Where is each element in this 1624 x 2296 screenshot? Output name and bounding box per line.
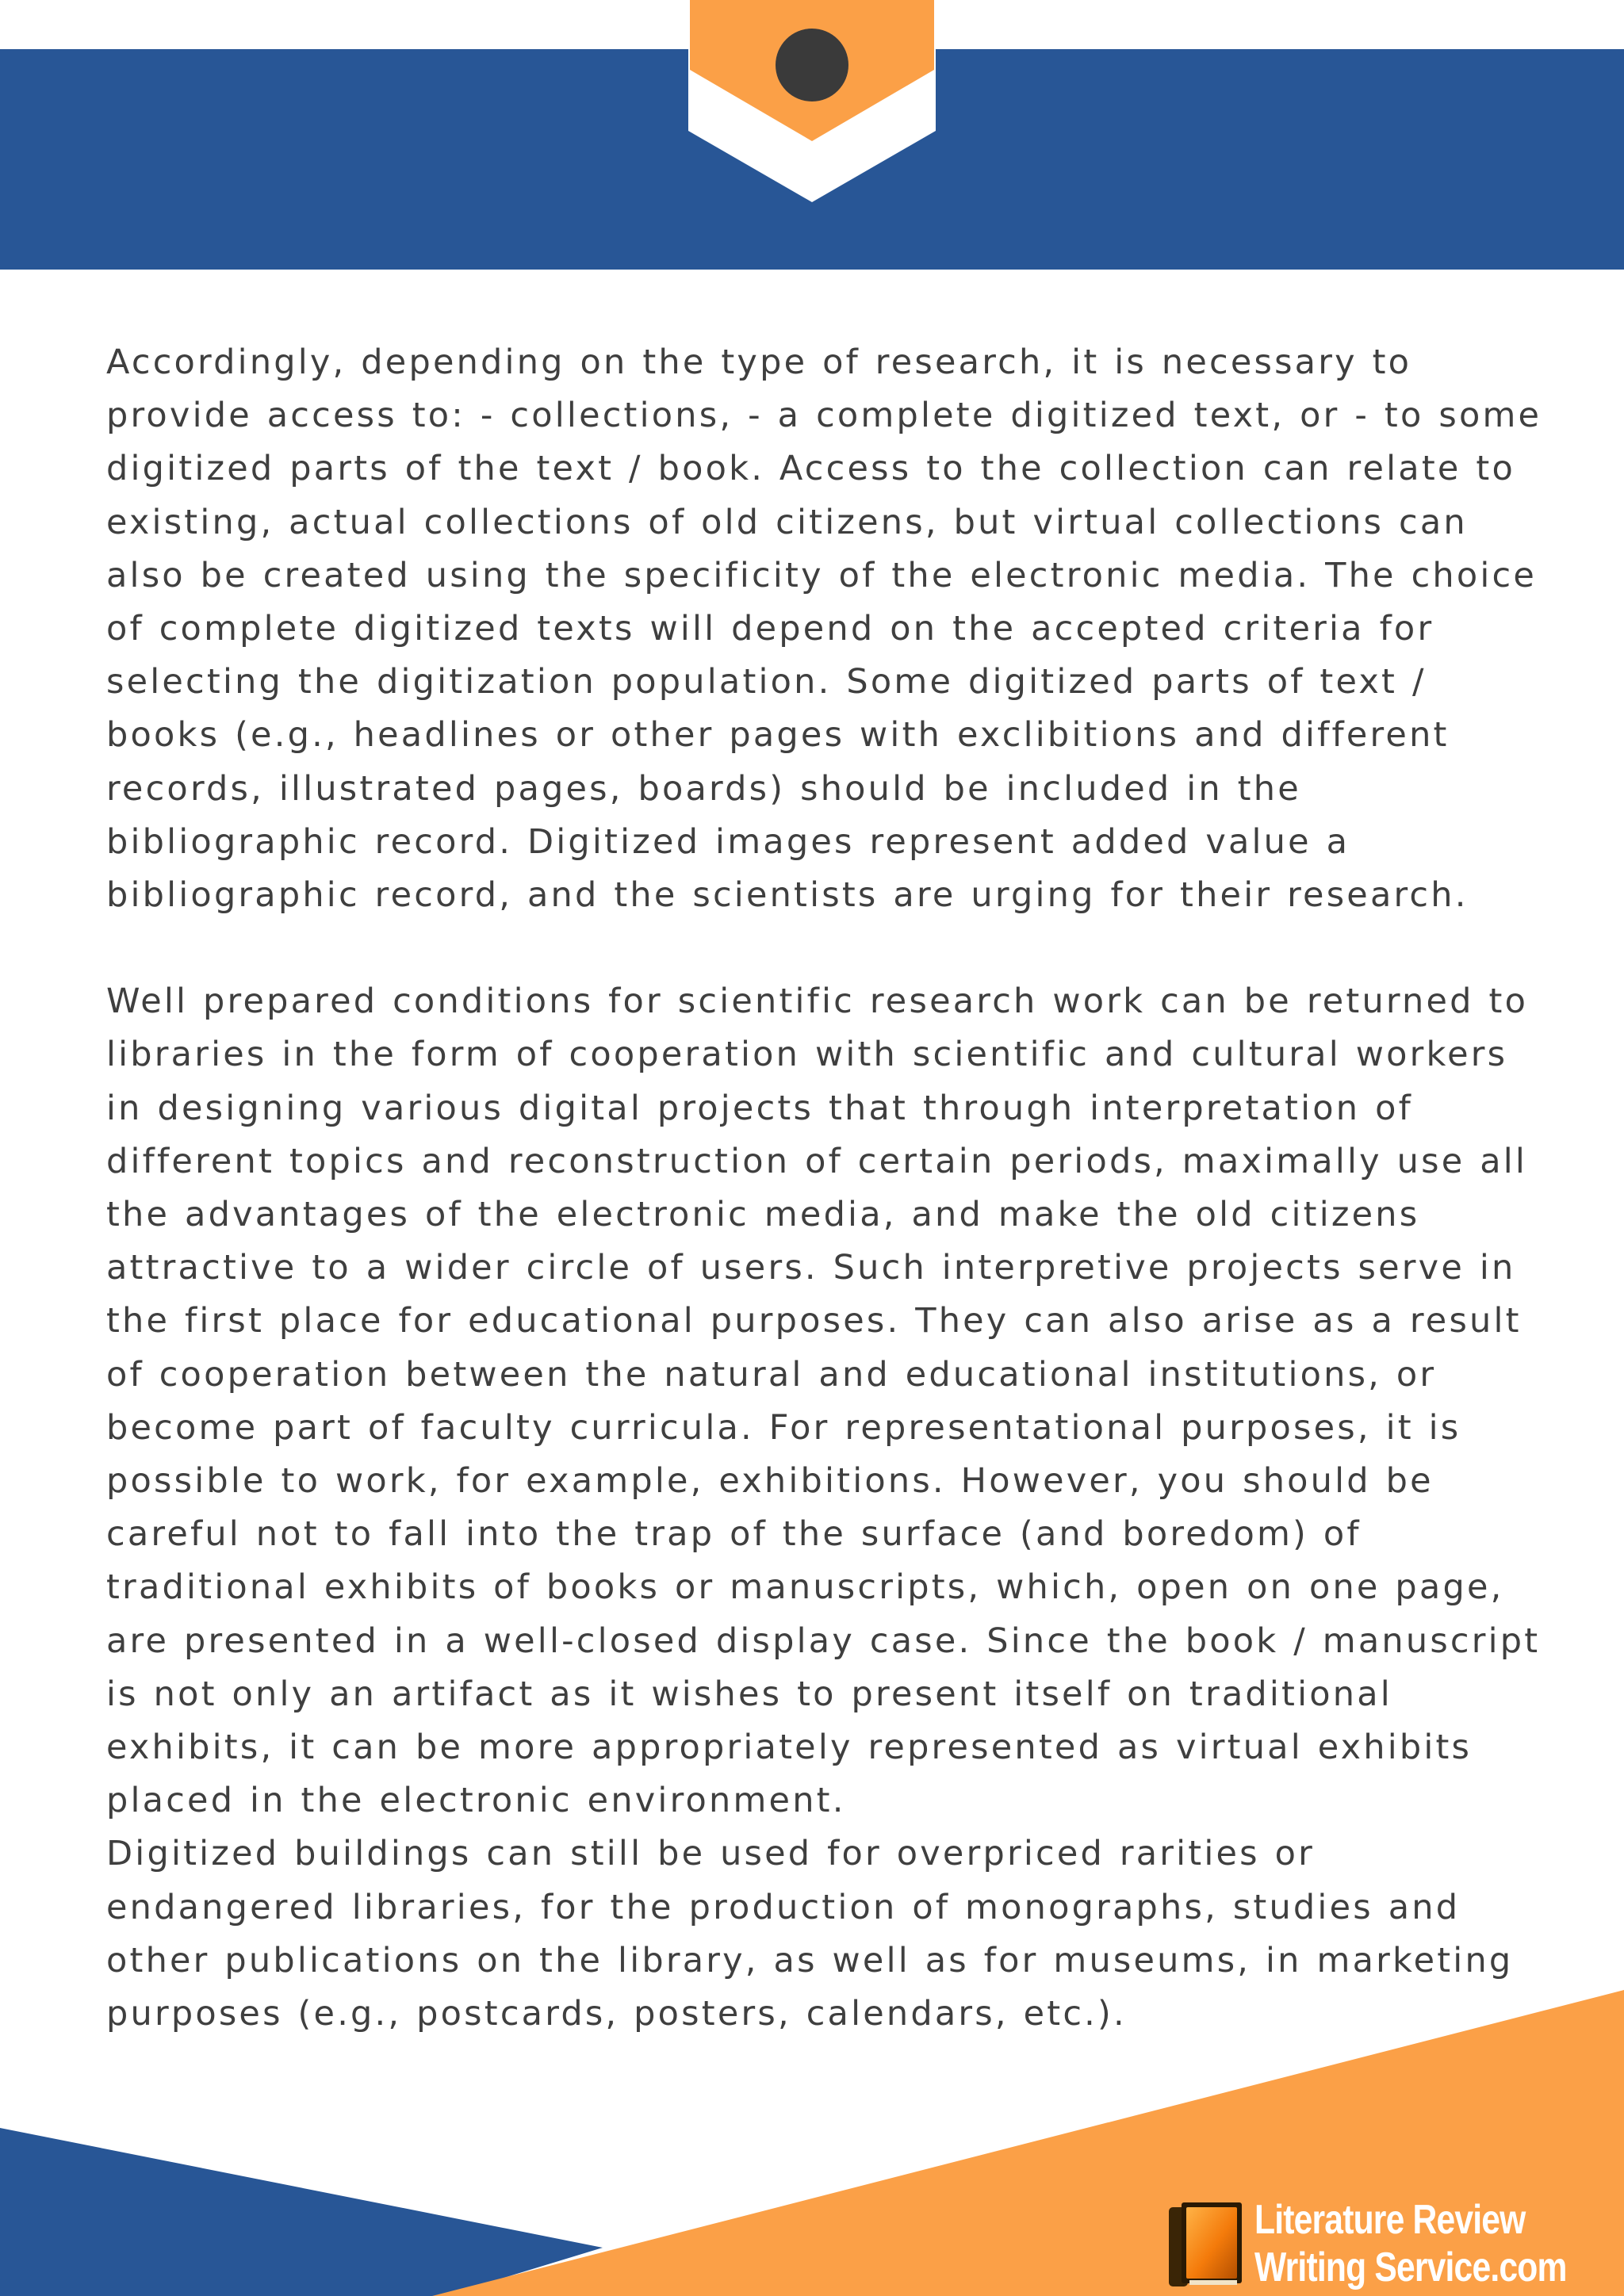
header-badge — [688, 0, 936, 206]
brand-line-2: Writing Service.com — [1254, 2244, 1567, 2290]
paragraph-3: Digitized buildings can still be used for overpriced rarities or endangered libraries, for the production of monographs, studies and other publications on the library, as well as for museums, in marketing purposes (e.g., postcards, posters, calendars, etc.). — [106, 1834, 1514, 2034]
paragraph-1: Accordingly, depending on the type of research, it is necessary to provide access to: - collections, - a complete digitized text, or - to some digitized parts of the text / book. Access to the collection can relate to existing, actual collections of old citizens, but virtual collections can also be created using the specificity of the electronic media. The choice of complete digitized texts will depend on the accepted criteria for selecting the digitization population. Some digitized parts of text / books (e.g., headlines or other pages with exclibitions and different records, illustrated pages, boards) should be included in the bibliographic record. Digitized images represent added value a bibliographic record, and the scientists are urging for their research. — [106, 342, 1542, 916]
brand-line-1: Literature Review — [1254, 2197, 1526, 2243]
paragraph-2: Well prepared conditions for scientific research work can be returned to libraries in the form of cooperation with scientific and cultural workers in designing various digital projects that through interpretation of different topics and reconstruction of certain periods, maximally use all the advantages of the electronic media, and make the old citizens attractive to a wider circle of users. Such interpretive projects serve in the first place for educational purposes. They can also arise as a result of cooperation between the natural and educational institutions, or become part of faculty curricula. For representational purposes, it is possible to work, for example, exhibitions. However, you should be careful not to fall into the trap of the surface (and boredom) of traditional exhibits of books or manuscripts, which, open on one page, are presented in a well-closed display case. Since the book / manuscript is not only an artifact as it wishes to present itself on traditional exhibits, it can be more appropriately represented as virtual exhibits placed in the electronic environment. — [106, 982, 1541, 1821]
badge-dot — [776, 29, 848, 101]
brand-logo[interactable] — [1166, 2196, 1610, 2291]
footer-blue-wedge — [0, 2128, 603, 2296]
book-icon — [1166, 2201, 1245, 2288]
brand-name — [1254, 2196, 1567, 2291]
document-body — [106, 336, 1565, 2041]
